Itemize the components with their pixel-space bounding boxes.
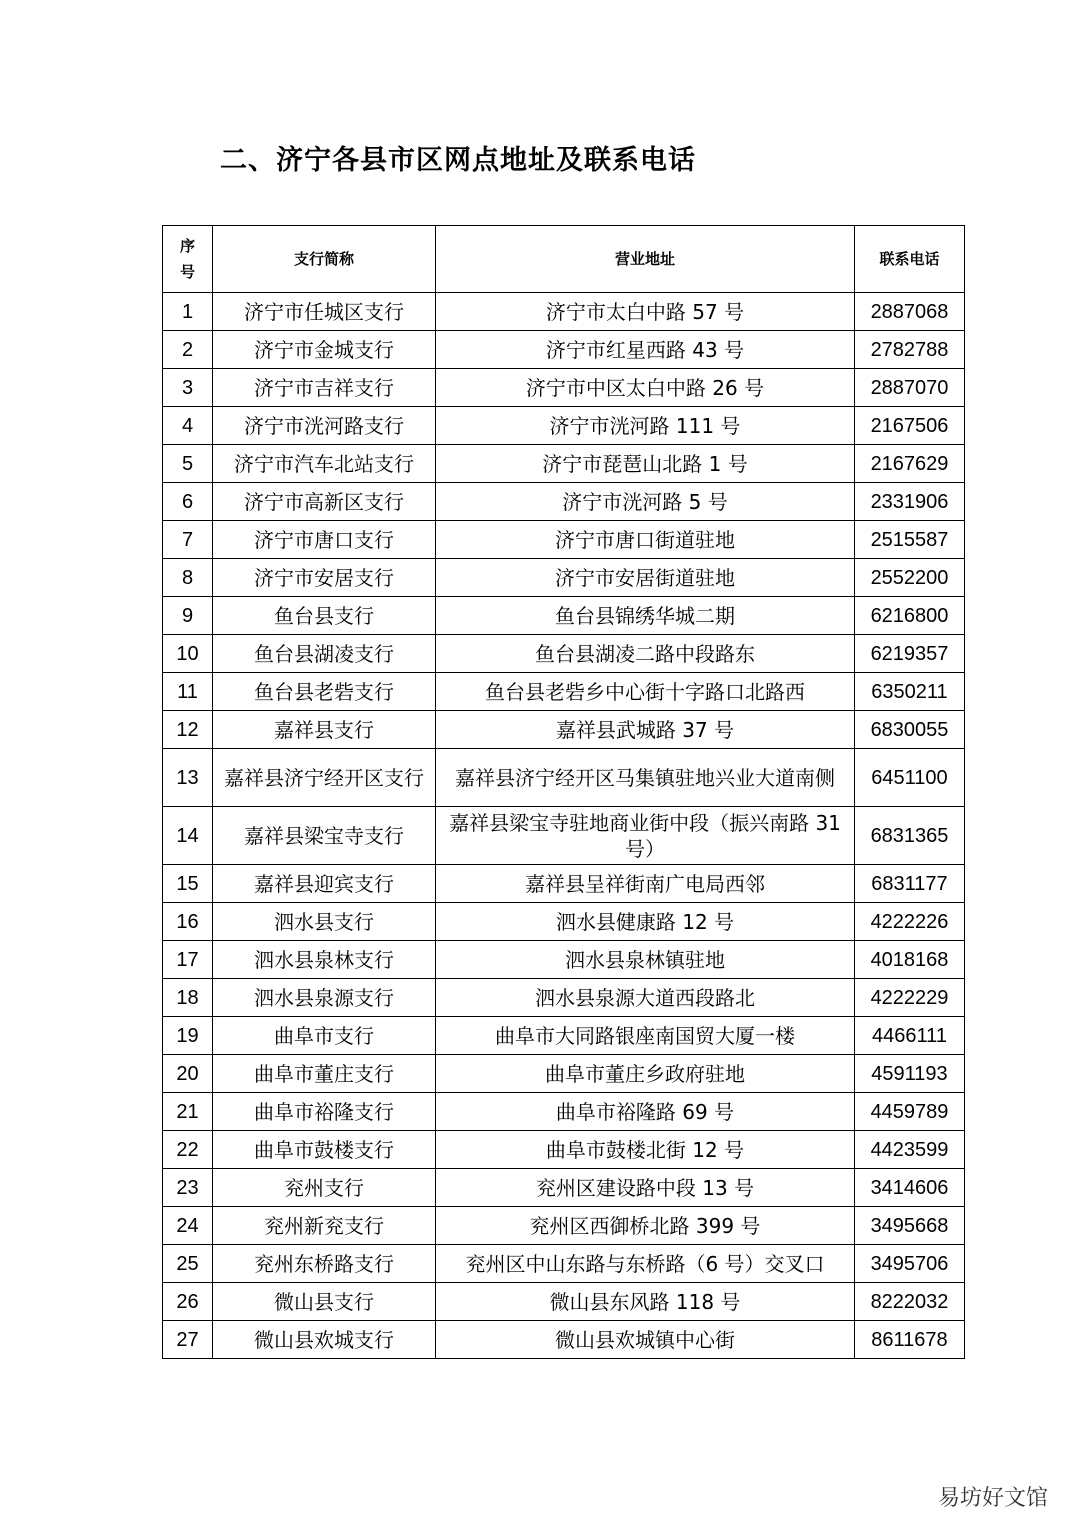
cell-phone: 2887070 — [855, 369, 965, 407]
cell-number: 16 — [163, 903, 213, 941]
cell-number: 17 — [163, 941, 213, 979]
cell-phone: 4423599 — [855, 1131, 965, 1169]
header-branch: 支行简称 — [213, 226, 436, 293]
cell-number: 19 — [163, 1017, 213, 1055]
table-row — [163, 445, 965, 483]
cell-phone: 8611678 — [855, 1321, 965, 1359]
cell-number: 22 — [163, 1131, 213, 1169]
cell-phone: 2515587 — [855, 521, 965, 559]
cell-phone: 3414606 — [855, 1169, 965, 1207]
cell-number: 4 — [163, 407, 213, 445]
cell-branch: 鱼台县老砦支行 — [213, 673, 436, 711]
cell-number: 27 — [163, 1321, 213, 1359]
table-row — [163, 1093, 965, 1131]
cell-address: 嘉祥县呈祥街南广电局西邻 — [436, 865, 855, 903]
header-address: 营业地址 — [436, 226, 855, 293]
cell-number: 14 — [163, 807, 213, 865]
header-number — [163, 226, 213, 293]
cell-branch: 济宁市吉祥支行 — [213, 369, 436, 407]
table-row — [163, 1283, 965, 1321]
cell-phone: 2167629 — [855, 445, 965, 483]
cell-address: 兖州区西御桥北路 399 号 — [436, 1207, 855, 1245]
cell-number: 25 — [163, 1245, 213, 1283]
cell-phone: 6451100 — [855, 749, 965, 807]
table-row — [163, 1017, 965, 1055]
cell-branch: 兖州支行 — [213, 1169, 436, 1207]
cell-phone: 8222032 — [855, 1283, 965, 1321]
cell-branch: 微山县欢城支行 — [213, 1321, 436, 1359]
cell-branch: 曲阜市鼓楼支行 — [213, 1131, 436, 1169]
cell-address: 曲阜市大同路银座南国贸大厦一楼 — [436, 1017, 855, 1055]
cell-branch: 曲阜市裕隆支行 — [213, 1093, 436, 1131]
cell-address: 济宁市太白中路 57 号 — [436, 293, 855, 331]
cell-number: 23 — [163, 1169, 213, 1207]
table-row — [163, 941, 965, 979]
cell-address: 泗水县健康路 12 号 — [436, 903, 855, 941]
cell-number: 1 — [163, 293, 213, 331]
cell-phone: 4018168 — [855, 941, 965, 979]
cell-number: 7 — [163, 521, 213, 559]
cell-phone: 6219357 — [855, 635, 965, 673]
table-row — [163, 635, 965, 673]
cell-address: 嘉祥县梁宝寺驻地商业街中段（振兴南路 31 号） — [436, 807, 855, 865]
cell-address: 济宁市洸河路 5 号 — [436, 483, 855, 521]
cell-phone: 2887068 — [855, 293, 965, 331]
table-row — [163, 483, 965, 521]
cell-phone: 4459789 — [855, 1093, 965, 1131]
cell-branch: 济宁市洸河路支行 — [213, 407, 436, 445]
cell-branch: 鱼台县湖凌支行 — [213, 635, 436, 673]
header-number-line2: 号 — [179, 263, 195, 281]
table-row — [163, 293, 965, 331]
table-row — [163, 865, 965, 903]
table-row — [163, 521, 965, 559]
cell-address: 嘉祥县武城路 37 号 — [436, 711, 855, 749]
table-row — [163, 1169, 965, 1207]
cell-phone: 6830055 — [855, 711, 965, 749]
watermark: 易坊好文馆 — [934, 1479, 1052, 1514]
table-row — [163, 711, 965, 749]
cell-address: 曲阜市鼓楼北街 12 号 — [436, 1131, 855, 1169]
cell-phone: 4591193 — [855, 1055, 965, 1093]
table-row — [163, 597, 965, 635]
cell-phone: 4466111 — [855, 1017, 965, 1055]
table-row — [163, 1321, 965, 1359]
cell-phone: 4222229 — [855, 979, 965, 1017]
cell-phone: 6831365 — [855, 807, 965, 865]
cell-branch: 济宁市唐口支行 — [213, 521, 436, 559]
table-row — [163, 673, 965, 711]
cell-address: 济宁市红星西路 43 号 — [436, 331, 855, 369]
cell-address: 济宁市洸河路 111 号 — [436, 407, 855, 445]
cell-branch: 嘉祥县迎宾支行 — [213, 865, 436, 903]
cell-address: 兖州区中山东路与东桥路（6 号）交叉口 — [436, 1245, 855, 1283]
table-row — [163, 807, 965, 865]
cell-branch: 微山县支行 — [213, 1283, 436, 1321]
cell-address: 济宁市唐口街道驻地 — [436, 521, 855, 559]
cell-number: 2 — [163, 331, 213, 369]
cell-number: 5 — [163, 445, 213, 483]
table-row — [163, 1131, 965, 1169]
table-row — [163, 1245, 965, 1283]
cell-phone: 4222226 — [855, 903, 965, 941]
cell-branch: 济宁市汽车北站支行 — [213, 445, 436, 483]
cell-number: 15 — [163, 865, 213, 903]
cell-phone: 6350211 — [855, 673, 965, 711]
cell-address: 曲阜市董庄乡政府驻地 — [436, 1055, 855, 1093]
cell-number: 9 — [163, 597, 213, 635]
cell-address: 曲阜市裕隆路 69 号 — [436, 1093, 855, 1131]
cell-branch: 济宁市任城区支行 — [213, 293, 436, 331]
cell-address: 嘉祥县济宁经开区马集镇驻地兴业大道南侧 — [436, 749, 855, 807]
cell-address: 济宁市安居街道驻地 — [436, 559, 855, 597]
table-row — [163, 369, 965, 407]
cell-branch: 嘉祥县梁宝寺支行 — [213, 807, 436, 865]
cell-phone: 2552200 — [855, 559, 965, 597]
cell-branch: 济宁市安居支行 — [213, 559, 436, 597]
table-row — [163, 331, 965, 369]
cell-address: 鱼台县锦绣华城二期 — [436, 597, 855, 635]
cell-branch: 济宁市高新区支行 — [213, 483, 436, 521]
cell-address: 鱼台县湖凌二路中段路东 — [436, 635, 855, 673]
cell-number: 3 — [163, 369, 213, 407]
table-row — [163, 749, 965, 807]
table-header-row — [163, 226, 965, 293]
cell-number: 24 — [163, 1207, 213, 1245]
cell-address: 济宁市琵琶山北路 1 号 — [436, 445, 855, 483]
cell-address: 微山县东风路 118 号 — [436, 1283, 855, 1321]
cell-number: 10 — [163, 635, 213, 673]
cell-address: 微山县欢城镇中心街 — [436, 1321, 855, 1359]
cell-phone: 2167506 — [855, 407, 965, 445]
cell-number: 12 — [163, 711, 213, 749]
cell-branch: 泗水县泉源支行 — [213, 979, 436, 1017]
cell-branch: 济宁市金城支行 — [213, 331, 436, 369]
table-body — [163, 293, 965, 1359]
table-row — [163, 903, 965, 941]
cell-number: 8 — [163, 559, 213, 597]
cell-number: 18 — [163, 979, 213, 1017]
table-row — [163, 1055, 965, 1093]
cell-branch: 嘉祥县济宁经开区支行 — [213, 749, 436, 807]
page-title: 二、济宁各县市区网点地址及联系电话 — [220, 145, 696, 176]
cell-number: 6 — [163, 483, 213, 521]
table-row — [163, 979, 965, 1017]
cell-address: 兖州区建设路中段 13 号 — [436, 1169, 855, 1207]
cell-phone: 3495706 — [855, 1245, 965, 1283]
cell-phone: 2782788 — [855, 331, 965, 369]
cell-branch: 兖州新兖支行 — [213, 1207, 436, 1245]
cell-branch: 曲阜市支行 — [213, 1017, 436, 1055]
branch-table — [162, 225, 965, 1359]
cell-number: 13 — [163, 749, 213, 807]
cell-branch: 嘉祥县支行 — [213, 711, 436, 749]
cell-phone: 3495668 — [855, 1207, 965, 1245]
table-row — [163, 407, 965, 445]
cell-phone: 2331906 — [855, 483, 965, 521]
cell-address: 泗水县泉源大道西段路北 — [436, 979, 855, 1017]
cell-branch: 鱼台县支行 — [213, 597, 436, 635]
header-number-line1: 序 — [179, 237, 195, 255]
cell-branch: 曲阜市董庄支行 — [213, 1055, 436, 1093]
cell-phone: 6216800 — [855, 597, 965, 635]
cell-number: 26 — [163, 1283, 213, 1321]
cell-number: 20 — [163, 1055, 213, 1093]
cell-address: 鱼台县老砦乡中心街十字路口北路西 — [436, 673, 855, 711]
cell-branch: 兖州东桥路支行 — [213, 1245, 436, 1283]
cell-address: 济宁市中区太白中路 26 号 — [436, 369, 855, 407]
table-row — [163, 1207, 965, 1245]
cell-number: 21 — [163, 1093, 213, 1131]
cell-phone: 6831177 — [855, 865, 965, 903]
cell-address: 泗水县泉林镇驻地 — [436, 941, 855, 979]
cell-branch: 泗水县泉林支行 — [213, 941, 436, 979]
cell-number: 11 — [163, 673, 213, 711]
header-phone: 联系电话 — [855, 226, 965, 293]
table-row — [163, 559, 965, 597]
cell-branch: 泗水县支行 — [213, 903, 436, 941]
